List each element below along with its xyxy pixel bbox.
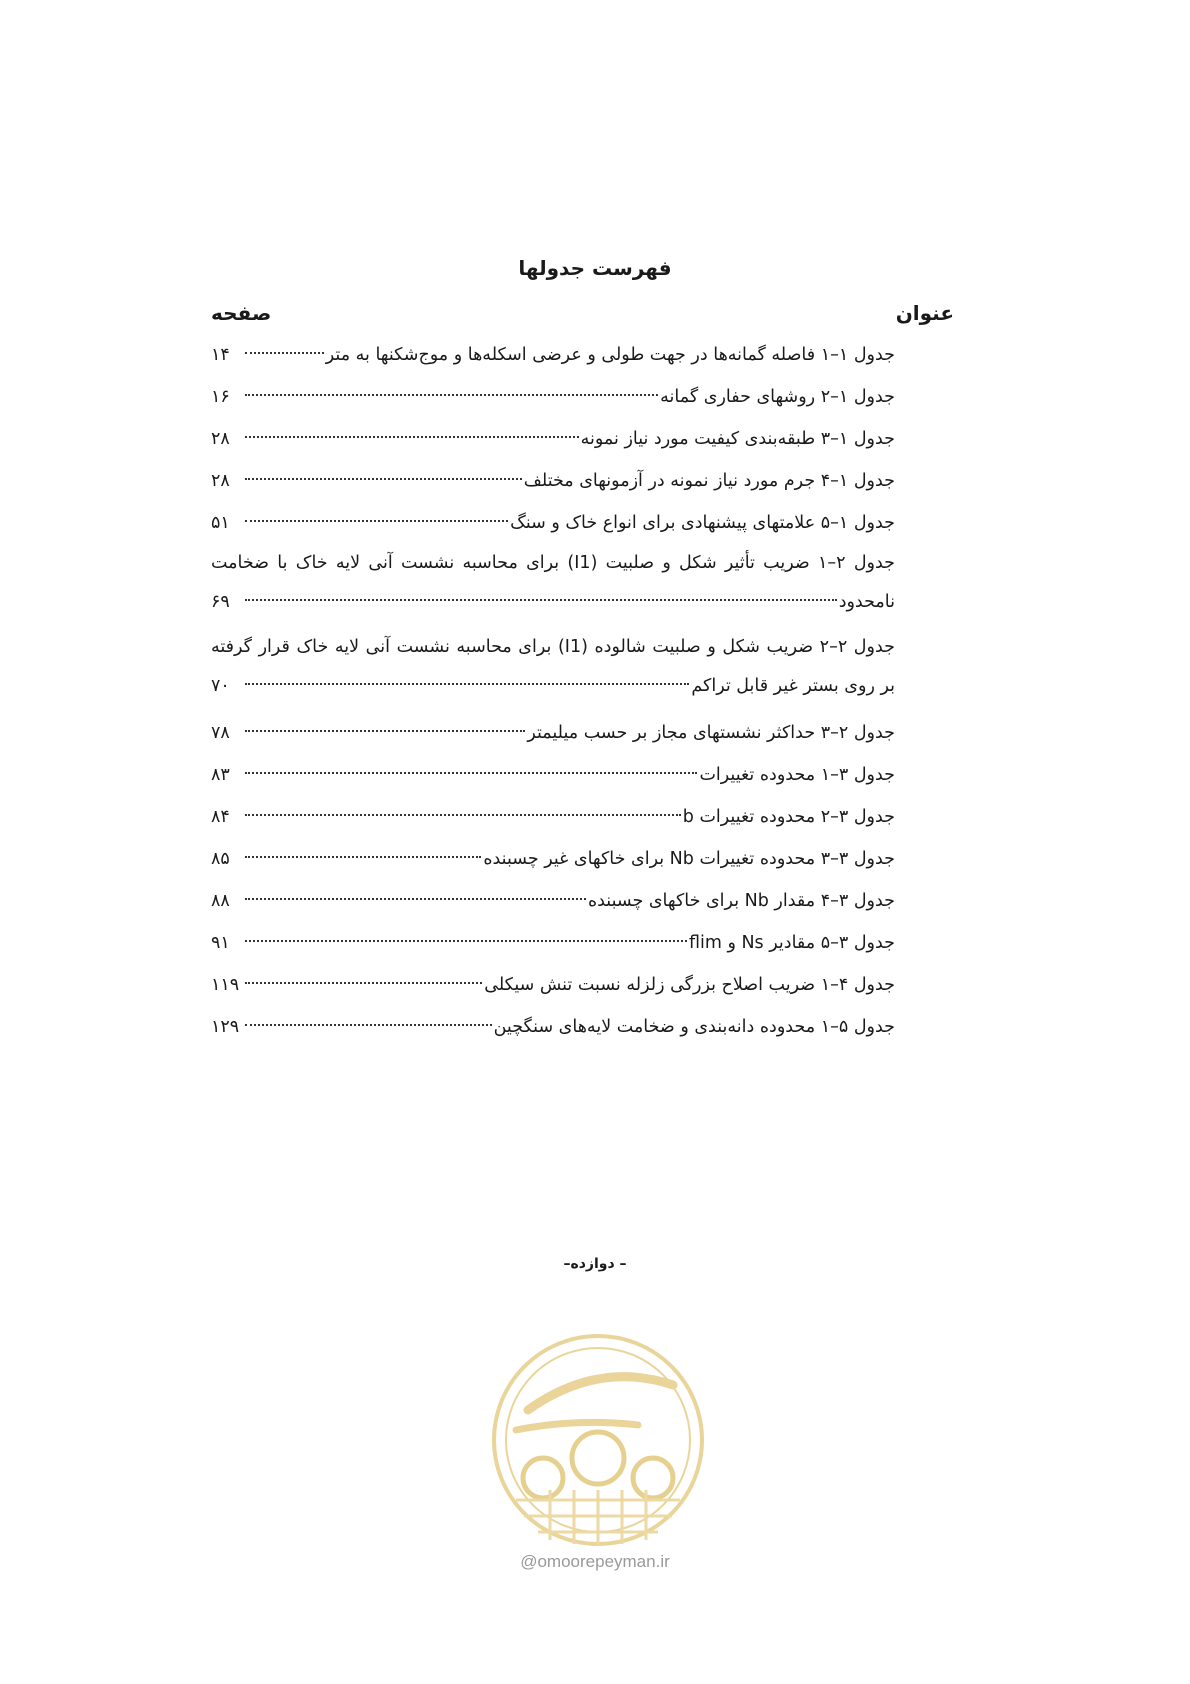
- dot-leader: [245, 599, 837, 601]
- toc-entry-title: جدول ۳–۳ محدوده تغییرات Nb برای خاکهای غیر چسبنده: [483, 849, 895, 869]
- dot-leader: [245, 940, 687, 942]
- toc-entry-title: جدول ۱–۱ فاصله گمانه‌ها در جهت طولی و عرضی اسکله‌ها و موج‌شکنها به متر: [325, 345, 895, 365]
- page-number: – دوازده–: [563, 1256, 627, 1272]
- toc-entry-page: ۸۸: [211, 891, 230, 911]
- page-title: فهرست جدولها: [518, 256, 672, 280]
- toc-entry[interactable]: [211, 880, 895, 922]
- toc-entry-page: ۶۹: [211, 592, 230, 612]
- toc-entry-title: جدول ۲–۳ حداکثر نشستهای مجاز بر حسب میلیمتر: [527, 723, 895, 743]
- column-header-title: عنوان: [895, 301, 954, 325]
- toc-entry-title: جدول ۳–۵ مقادیر Ns و flim: [688, 933, 895, 953]
- toc-entry-page: ۸۵: [211, 849, 230, 869]
- toc-entry-page: ۸۴: [211, 807, 230, 827]
- toc-entry[interactable]: [211, 838, 895, 880]
- toc-entry-page: ۹۱: [211, 933, 230, 953]
- toc-entry-page: ۷۸: [211, 723, 230, 743]
- toc-entry-page: ۵۱: [211, 513, 230, 533]
- toc-entry-title: جدول ۳–۱ محدوده تغییرات: [699, 765, 895, 785]
- toc-entry-title: جدول ۲–۲ ضریب شکل و صلبیت شالوده (I1) برای محاسبه نشست آنی لایه خاک قرار گرفته: [211, 637, 895, 657]
- toc-entry-page: ۱۱۹: [211, 975, 240, 995]
- toc-entry[interactable]: [211, 460, 895, 502]
- toc-entry-page: ۷۰: [211, 676, 230, 696]
- dot-leader: [245, 772, 697, 774]
- toc-entry[interactable]: [211, 1006, 895, 1048]
- watermark-seal-icon: [488, 1330, 708, 1550]
- dot-leader: [245, 982, 482, 984]
- dot-leader: [245, 478, 522, 480]
- toc-entry-page: ۱۲۹: [211, 1017, 240, 1037]
- dot-leader: [245, 352, 324, 354]
- toc-entry[interactable]: [211, 922, 895, 964]
- toc-entry[interactable]: [211, 502, 895, 544]
- toc-entry-title: جدول ۳–۲ محدوده تغییرات b: [682, 807, 895, 827]
- toc-entry[interactable]: [211, 796, 895, 838]
- column-header-page: صفحه: [211, 301, 272, 325]
- dot-leader: [245, 1024, 492, 1026]
- dot-leader: [245, 683, 689, 685]
- dot-leader: [245, 730, 525, 732]
- toc-entry-page: ۱۴: [211, 345, 230, 365]
- dot-leader: [245, 898, 586, 900]
- toc-entry-page: ۸۳: [211, 765, 230, 785]
- toc-entry-page: ۱۶: [211, 387, 230, 407]
- toc-entry-title: جدول ۱–۲ روشهای حفاری گمانه: [660, 387, 895, 407]
- toc-entry[interactable]: [211, 628, 895, 712]
- dot-leader: [245, 520, 508, 522]
- toc-entry-title: جدول ۱–۴ جرم مورد نیاز نمونه در آزمونهای مختلف: [523, 471, 895, 491]
- toc-entry-title: جدول ۱–۵ علامتهای پیشنهادی برای انواع خاک و سنگ: [510, 513, 895, 533]
- toc-entry-page: ۲۸: [211, 429, 230, 449]
- dot-leader: [245, 436, 579, 438]
- toc-entry-title: جدول ۲–۱ ضریب تأثیر شکل و صلبیت (I1) برای محاسبه نشست آنی لایه خاک با ضخامت: [211, 553, 895, 573]
- toc-entry[interactable]: [211, 334, 895, 376]
- toc-entry[interactable]: [211, 544, 895, 628]
- toc-entry-title: جدول ۵–۱ محدوده دانه‌بندی و ضخامت لایه‌های سنگچین: [493, 1017, 895, 1037]
- toc-entry-title: جدول ۱–۳ طبقه‌بندی کیفیت مورد نیاز نمونه: [580, 429, 895, 449]
- table-of-tables: [211, 334, 895, 1048]
- toc-entry-title-continued: بر روی بستر غیر قابل تراکم: [691, 676, 895, 696]
- toc-entry-title: جدول ۴–۱ ضریب اصلاح بزرگی زلزله نسبت تنش سیکلی: [484, 975, 895, 995]
- toc-entry-title-continued: نامحدود: [838, 592, 895, 612]
- watermark-url: @omoorepeyman.ir: [520, 1552, 670, 1571]
- toc-entry-title: جدول ۳–۴ مقدار Nb برای خاکهای چسبنده: [587, 891, 895, 911]
- toc-entry[interactable]: [211, 964, 895, 1006]
- toc-entry[interactable]: [211, 418, 895, 460]
- toc-entry[interactable]: [211, 712, 895, 754]
- toc-entry[interactable]: [211, 376, 895, 418]
- toc-entry[interactable]: [211, 754, 895, 796]
- dot-leader: [245, 814, 681, 816]
- dot-leader: [245, 856, 481, 858]
- dot-leader: [245, 394, 658, 396]
- toc-entry-page: ۲۸: [211, 471, 230, 491]
